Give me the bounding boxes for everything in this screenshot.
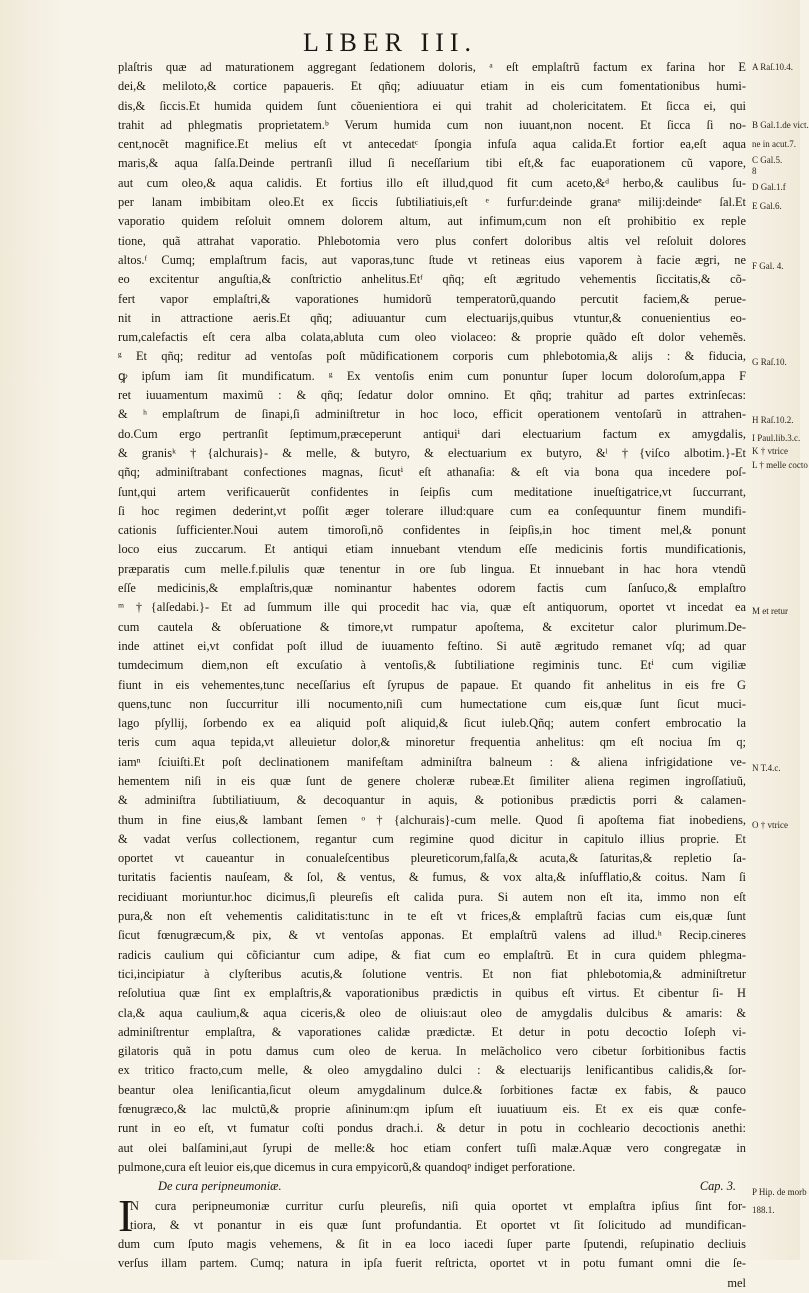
- text-line: altos.ᶠ Cumq; emplaſtrum facis, aut vaporas,tunc ſtude vt retineas eius vaporem à facie ægri, ne: [118, 252, 746, 267]
- text-line: thum in fine eius,& lambant ſemen ᵒ†{alchurais}‑cum melle. Quod ſi apoſtema fiat inobediens,: [118, 812, 746, 827]
- margin-note: P Hip. de morb: [752, 1187, 807, 1198]
- text-line: quens,tunc non ſuccurritur illi nocumento,niſi cum humectatione cum eis,quæ ſunt ſicut muci-: [118, 696, 746, 711]
- text-line: cationis ſufficienter.Noui autem timoroſi,nõ confidentes in ſeipſis,in hoc timent mel,& ponunt: [118, 523, 746, 538]
- text-line: cla,& aqua caulium,& aqua ciceris,& oleo de oliuis:aut oleo de amygdalis dulcibus & amaris: &: [118, 1005, 746, 1020]
- margin-note: K † vtrice: [752, 446, 788, 457]
- margin-note: ne in acut.7.: [752, 139, 796, 150]
- text-line: eſſe medicinis,& emplaſtris,quæ nominantur habentes odorem factis cum ſanſuco,& emplaſtro: [118, 581, 746, 596]
- text-line: do.Cum ergo pertranſit ſeptimum,præceperunt antiquiⁱ dari electuarium factum ex amygdalis,: [118, 426, 746, 441]
- text-line: aut olei balſamini,aut ſyrupi de melle:& hoc etiam confert tuſſi malæ.Aquæ vero congregatæ in: [118, 1140, 746, 1155]
- text-line: tione, quã attrahat vaporatio. Phlebotomia vero plus confert doloribus altis vel reſoluit dolores: [118, 233, 746, 248]
- text-line: vaporatio quidem reſoluit omnem dolorem altum, aut infimum,cum non eſt prohibitio ex reple: [118, 214, 746, 229]
- text-line: cent,nocẽt magnifice.Et melius eſt vt antecedatᶜ ſpongia infuſa aqua calida.Et fortior ea,eſt aqua: [118, 137, 746, 152]
- text-line: fiunt in eis vehementes,tunc neceſſarius eſt ſyrupus de papaue. Et quando fit anhelitus in eis fre G: [118, 677, 746, 692]
- text-line: oportet vt caueantur in conualeſcentibus pleureticorum,falſa,& acuta,& ſaturitas,& repletio ſa-: [118, 851, 746, 866]
- text-line: tumdecimum diem,non eſt excuſatio à ventoſis,& ſubtiliatione regiminis tunc. Etⁱ cum vigiliæ: [118, 658, 746, 673]
- text-line: & adminiſtra ſubtiliatiuum, & decoquantur in aquis, & potionibus prædictis porri & calamen-: [118, 793, 746, 808]
- text-line: fert vapor emplaſtri,& vaporationes humidorũ temperatorũ,quando percutit faciem,& perue-: [118, 291, 746, 306]
- margin-note: O † vtrice: [752, 820, 788, 831]
- drop-capital: I: [118, 1189, 134, 1241]
- text-line: beantur olea leniſicantia,ſicut oleum amygdalinum dulce.& ſorbitiones factæ ex fabis, & pauco: [118, 1082, 746, 1097]
- text-line: iamⁿ ſciuiſti.Et poſt declinationem manifeſtam adminiſtra balneum : & aliena infrigidatione ve-: [118, 754, 746, 769]
- text-line: ꝙ ipſum iam ſit mundificatum. ᵍ Ex ventoſis enim cum ponuntur ſuper locum doloroſum,appa F: [118, 368, 746, 383]
- text-line: dis,& ſiccis.Et humida quidem ſunt cõuenientiora ei qui trahit ad cholericitatem. Et ſicca ei, qui: [118, 98, 746, 113]
- margin-note: M et retur: [752, 606, 788, 617]
- text-line: recidiuant moriuntur.hoc dicimus,ſi pleureſis eſt calida pura. Si autem non eſt ita, immo non eſt: [118, 889, 746, 904]
- text-line: dum cum ſputo magis vehemens, & ſit in ea loco iacedi ſuper parte ſputendi, reſupinatio decliuis: [118, 1237, 746, 1252]
- text-line: tici,incipiatur à clyſteribus acutis,& ſolutione ventris. Et non fiat phlebotomia,& adminiſtretur: [118, 966, 746, 981]
- margin-note: N T.4.c.: [752, 762, 781, 773]
- margin-note: I Paul.lib.3.c.: [752, 432, 801, 443]
- text-line: ret iuuamentum maximũ : & qñq; ſedatur dolor omnino. Et qñq; trahitur ad partes extrinſecas:: [118, 388, 746, 403]
- text-line: gilatoris quã in potu damus cum oleo de kerua. In melãcholico vero cibetur ſorbitionibus factis: [118, 1044, 746, 1059]
- text-line: ſunt,qui artem verificauerũt confidentes in ſeipſis cum meditatione inueſtigatrice,vt ſuccurrant,: [118, 484, 746, 499]
- text-line: dei,& meliloto,& cortice papaueris. Et qñq; adiuuatur etiam in eis cum fomentationibus humi-: [118, 79, 746, 94]
- text-line: cum cautela & obſeruatione & timore,vt rumpatur apoſtema, & excitetur calor plurimum.De-: [118, 619, 746, 634]
- text-line: & granisᵏ †{alchurais}‑ & melle, & butyro, & electuarium ex butyro, &ˡ †{viſco albotim.}‑Et: [118, 445, 746, 460]
- margin-note: D Gal.1.f: [752, 181, 786, 192]
- text-line: ſi hoc regimen dederint,vt poſſit æger tolerare illud:quare cum ea conſequuntur finem mundifi-: [118, 503, 746, 518]
- text-line: lago pſyllij, ſorbendo ex ea aliquid poſt aliquid,& ſicut iuleb.Qñq; autem confert embrocatio la: [118, 716, 746, 731]
- margin-note: 188.1.: [752, 1204, 775, 1215]
- text-line: per lanam imbibitam oleo.Et ex ſiccis ſubtiliatiuis,eſt ᵉ furfur:deinde granaᵉ milij:deindeᵉ ſal.Et: [118, 195, 746, 210]
- text-line: & ʰ emplaſtrum de ſinapi,ſi adminiſtretur in hoc loco, efficit operationem ventoſarũ in attrahen-: [118, 407, 746, 422]
- text-line: tiora, & vt ponantur in eis quæ ſunt profundantia. Et oportet vt ſit ſolicitudo ad mundifican-: [130, 1217, 746, 1232]
- text-line: pura,& non eſt vehementis caliditatis:tunc in te eſt vt frices,& emplaſtrũ facias cum eis,quæ ſunt: [118, 909, 746, 924]
- text-line: eo excitentur anguſtia,& conſtrictio anhelitus.Etᶠ qñq; eſt ægritudo vehementis ſiccitatis,& cõ-: [118, 272, 746, 287]
- text-line: N cura peripneumoniæ curritur curſu pleureſis, niſi quia oportet vt emplaſtra ipſius ſint for-: [130, 1198, 746, 1213]
- margin-note: B Gal.1.de vict.: [752, 119, 809, 130]
- margin-note: F Gal. 4.: [752, 260, 784, 271]
- chapter-title: De cura peripneumoniæ.: [158, 1179, 282, 1194]
- text-line: ᵐ †{alſedabi.}‑ Et ad ſummum ille qui procedit hac via, quæ eſt antiquorum, oportet vt incedat ea: [118, 600, 746, 615]
- chapter-heading: [118, 1177, 746, 1196]
- margin-note: E Gal.6.: [752, 200, 782, 211]
- text-line: fœnugræco,& lac mulctũ,& proprie aſininum:qm ipſum eſt iuuatiuum eis. Et ex eis quæ confe-: [118, 1102, 746, 1117]
- running-header: LIBER III.: [302, 28, 478, 57]
- text-line: ex tritico fracto,cum melle, & oleo amygdalino dulci : & electuarijs lenificantibus calidis,& ſor-: [118, 1063, 746, 1078]
- text-line: ᵍ Et qñq; reditur ad ventoſas poſt mũdificationem corporis cum phlebotomia,& alijs : & fiducia,: [118, 349, 746, 364]
- text-line: reſolutiua quæ ſint ex emplaſtris,& vaporationibus prædictis in quibus eſt virtus. Et cibentur ſi- H: [118, 986, 746, 1001]
- text-line: runt in eo eſt, vt fumatur coſti pondus drach.i. & detur in potu in cochleario decoctionis anethi:: [118, 1121, 746, 1136]
- text-line: turitatis facientis nauſeam, & ſol, & ventus, & fumus, & vox alta,& inſufflatio,& coitus. Nam ſi: [118, 870, 746, 885]
- chapter-number: Cap. 3.: [699, 1179, 736, 1194]
- margin-note: H Raſ.10.2.: [752, 415, 794, 426]
- margin-note: A Raſ.10.4.: [752, 62, 794, 72]
- text-line: trahit ad phlegmatis proprietatem.ᵇ Verum humida cum non iuuant,non nocent. Et ſicca ſi no-: [118, 117, 746, 132]
- margin-note: 8: [752, 166, 757, 177]
- text-line: teris cum aqua tepida,vt alleuietur dolor,& minoretur frequentia anhelitus: qm eſt nociua ſm q;: [118, 735, 746, 750]
- text-line: præparatis cum melle.f.pilulis quæ tenentur in ore ſub lingua. Et innuebant in hac hora vtendũ: [118, 561, 746, 576]
- text-line: inde attinet ei,vt confidat poſt illud de iuuamento feſtino. Si autẽ ægritudo remanet vſq; ad quar: [118, 638, 746, 653]
- text-line: hementem niſi in eis quæ ſunt de genere choleræ rubeæ.Et ſimiliter aliena regimen ingroſſatiuũ,: [118, 773, 746, 788]
- main-text-block: [118, 58, 746, 1293]
- text-line: pulmone,cura eſt leuior eis,que dicemus in cura empyicorũ,& quandoqᵖ indiget perforatione.: [118, 1159, 576, 1174]
- text-line: adminiſtrentur emplaſtra, & vaporationes calidæ prædictæ. Et detur in potu decoctio Ioſeph vi-: [118, 1024, 746, 1039]
- text-line: rum,calefactis eſt cera alba colata,abluta cum oleo violaceo: & proprie quãdo eſt dolor vehemẽs.: [118, 330, 746, 345]
- text-line: maris,& aqua ſalſa.Deinde pertranſi illud ſi neceſſarium tibi eſt,& fac euaporationem cũ vapore,: [118, 156, 746, 171]
- text-line: aut cum oleo,& aqua calidis. Et fortius illo eſt illud,quod fit cum aceto,&ᵈ herbo,& caulibus ſu-: [118, 175, 746, 190]
- text-line: radicis caulium qui cõficiantur cum adipe, & fiat cum eo emplaſtrũ. Et in cura quidem phlegma-: [118, 947, 746, 962]
- text-line: plaſtris quæ ad maturationem aggregant ſedationem doloris, ᵃ eſt emplaſtrũ factum ex farina hor E: [118, 60, 746, 74]
- text-line: & vadat verſus collectionem, regantur cum regimine quod dicitur in capitulo illius proprie. Et: [118, 831, 746, 846]
- text-line: loco eius zuccarum. Et antiqui etiam innuebant vtendum eſſe medicinis fortis mundificationis,: [118, 542, 746, 557]
- margin-note: C Gal.5.: [752, 154, 783, 165]
- text-line: mel: [727, 1275, 746, 1290]
- margin-note: L † melle cocto: [752, 459, 808, 470]
- text-line: ſicut fœnugræcum,& pix, & vt ventoſas apponas. Et emplaſtrũ valens ad illud.ʰ Recip.cineres: [118, 928, 746, 943]
- margin-note: G Raſ.10.: [752, 357, 787, 368]
- text-line: verſus illam partem. Cumq; natura in ipſa fuerit reſtricta, oportet vt in potu fumant omni die ſe-: [118, 1256, 746, 1271]
- text-line: qñq; adminiſtrabant confectiones magnas, ſicutⁱ eſt athanaſia: & eſt via bona qua incedere poſ-: [118, 465, 746, 480]
- text-line: nit in attractione aeris.Et qñq; adiuuantur cum electuarijs,quibus vtuntur,& conuenientius eo-: [118, 310, 746, 325]
